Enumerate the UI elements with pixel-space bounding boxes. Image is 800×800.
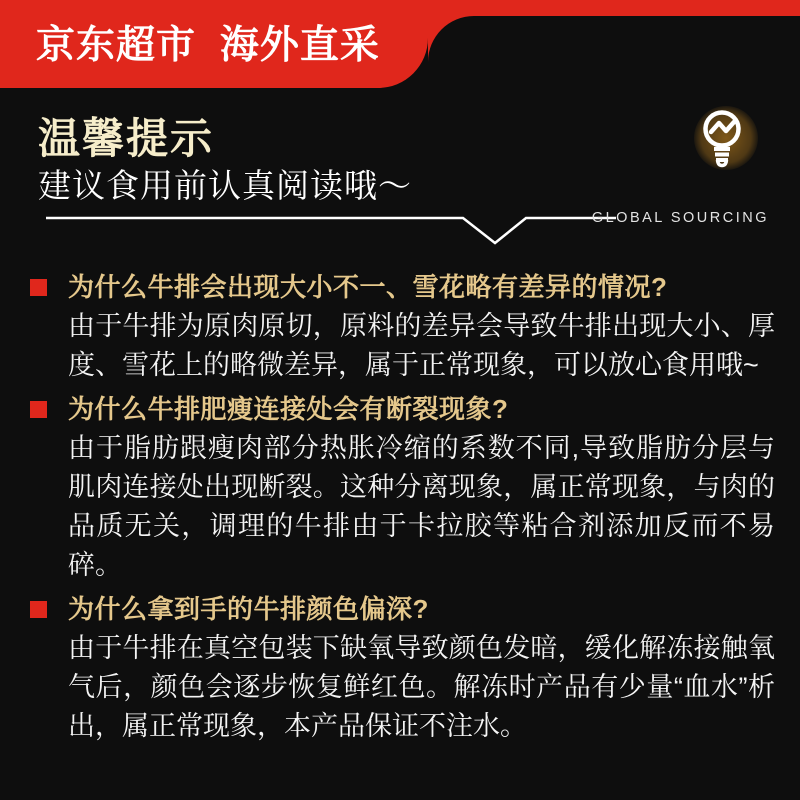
faq-list xyxy=(30,268,775,751)
divider-with-notch xyxy=(46,215,618,247)
faq-answer: 由于脂肪跟瘦肉部分热胀冷缩的系数不同,导致脂肪分层与肌肉连接处出现断裂。这种分离现象，属正常现象，与肉的品质无关，调理的牛排由于卡拉胶等粘合剂添加反而不易碎。 xyxy=(68,433,775,580)
question-row xyxy=(30,590,775,629)
global-sourcing-label: GLOBAL SOURCING xyxy=(591,210,769,226)
page-title: 温馨提示 xyxy=(38,115,215,162)
faq-item xyxy=(30,590,775,746)
page-subtitle: 建议食用前认真阅读哦～ xyxy=(38,167,412,204)
brand-banner xyxy=(0,0,428,88)
faq-question: 为什么牛排肥瘦连接处会有断裂现象? xyxy=(68,394,509,424)
faq-answer: 由于牛排在真空包装下缺氧导致颜色发暗，缓化解冻接触氧气后，颜色会逐步恢复鲜红色。解冻时产品有少量“血水”析出，属正常现象，本产品保证不注水。 xyxy=(68,633,775,741)
jd-logo-text: 京东超市 海外直采 xyxy=(36,24,380,67)
faq-answer: 由于牛排为原肉原切，原料的差异会导致牛排出现大小、厚度、雪花上的略微差异，属于正常现象，可以放心食用哦~ xyxy=(68,311,775,380)
faq-item xyxy=(30,268,775,385)
lightbulb-icon xyxy=(699,108,745,168)
red-square-bullet-icon xyxy=(30,601,47,618)
question-row xyxy=(30,268,775,307)
faq-question: 为什么牛排会出现大小不一、雪花略有差异的情况? xyxy=(68,272,668,302)
red-square-bullet-icon xyxy=(30,279,47,296)
faq-item xyxy=(30,390,775,585)
question-row xyxy=(30,390,775,429)
red-square-bullet-icon xyxy=(30,401,47,418)
banner-corner-curve xyxy=(428,16,474,62)
faq-question: 为什么拿到手的牛排颜色偏深? xyxy=(68,594,429,624)
